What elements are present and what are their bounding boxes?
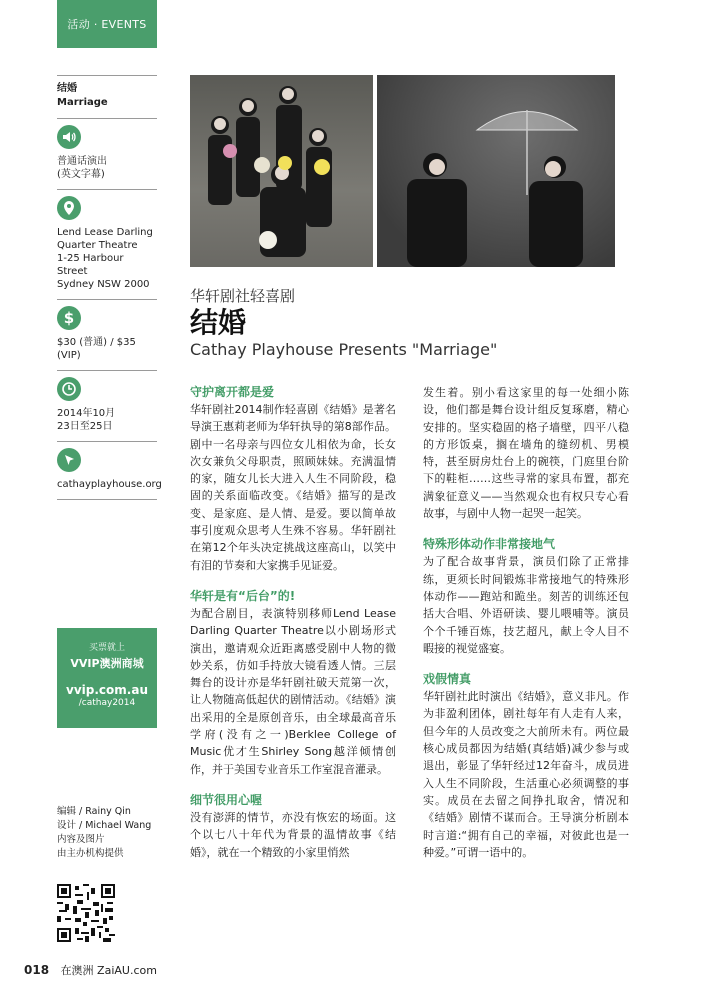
photo-strip bbox=[190, 75, 615, 267]
section-heading: 细节很用心喔 bbox=[190, 792, 263, 807]
publication-name: 在澳洲 ZaiAU.com bbox=[60, 964, 157, 977]
page-footer bbox=[24, 962, 157, 978]
section-body: 华轩剧社2014制作轻喜剧《结婚》是著名导演王惠莉老师为华轩执导的第8部作品。剧中一名母亲与四位女儿相依为命，长女次女兼负父母职责，照顾妹妹。充满温情的家，随女儿长大进入人生不同阶段，稳固的关系面临改变。《结婚》描写的是改变、是家庭、是人情、是爱。要以简单故事引度观众思考人生殊不容易。华轩剧社在第12个年头决定挑战这座高山，以笑中有泪的节奏和大家携手见证爱。 bbox=[190, 403, 396, 572]
article-column-2 bbox=[423, 384, 629, 875]
date-text: 2014年10月 23日至25日 bbox=[57, 408, 116, 432]
website-link[interactable]: cathayplayhouse.org bbox=[57, 479, 162, 490]
promo-line1: 买票就上 bbox=[88, 643, 125, 653]
headline-subtitle: 华轩剧社轻喜剧 bbox=[190, 287, 296, 305]
section-body: 华轩剧社此时演出《结婚》，意义非凡。作为非盈利团体，剧社每年有人走有人来，但今年的人员改变之大前所未有。两位最核心成员都因为结婚(真结婚)减少参与或退出，彰显了华轩经过12年奋斗，成员进入人生不同阶段，生活重心必须调整的事实。成员在去留之间挣扎取舍，情况和《结婚》剧情不谋而合。王导演分析剧本时言道:“拥有自己的幸福，对彼此也是一种爱。”可谓一语中的。 bbox=[423, 690, 629, 859]
ticket-promo-box[interactable] bbox=[57, 628, 157, 728]
location-pin-icon bbox=[57, 196, 81, 220]
venue-block bbox=[57, 189, 157, 299]
event-title-cn: 结婚 bbox=[57, 83, 77, 94]
speaker-icon bbox=[57, 125, 81, 149]
section-heading: 戏假情真 bbox=[423, 672, 472, 687]
section-tab: 活动 · EVENTS bbox=[57, 0, 157, 48]
promo-line2: VVIP澳洲商城 bbox=[70, 657, 144, 670]
venue-address: Lend Lease Darling Quarter Theatre 1-25 Harbour Street Sydney NSW 2000 bbox=[57, 227, 153, 290]
website-block bbox=[57, 441, 162, 500]
clock-icon bbox=[57, 377, 81, 401]
section-heading: 守护离开都是爱 bbox=[190, 385, 275, 399]
event-title-block bbox=[57, 75, 157, 118]
section-body-continued: 发生着。别小看这家里的每一处细小陈设，他们都是舞台设计组反复琢磨，精心安排的。坚实稳固的格子墙壁，四平八稳的方形饭桌，搁在墙角的缝纫机、男模特，甚至厨房灶台上的碗筷，门庭里台阶下的鞋柜……这些寻常的家具布置，都充满象征意义——当然观众也有权只专心看故事，与剧中人物一起哭一起笑。 bbox=[423, 386, 629, 521]
qr-code[interactable] bbox=[57, 884, 115, 942]
cursor-icon bbox=[57, 448, 81, 472]
language-block bbox=[57, 118, 157, 189]
dollar-icon: $ bbox=[57, 306, 81, 330]
headline-english: Cathay Playhouse Presents "Marriage" bbox=[190, 340, 498, 359]
designer-credit: 设计 / Michael Wang bbox=[57, 820, 152, 831]
headline-title: 结婚 bbox=[190, 306, 247, 339]
section-heading: 华轩是有“后台”的! bbox=[190, 588, 296, 603]
event-title-en: Marriage bbox=[57, 97, 108, 108]
promo-url[interactable]: vvip.com.au bbox=[66, 683, 148, 697]
promo-url-path[interactable]: /cathay2014 bbox=[78, 698, 136, 708]
event-info-sidebar bbox=[57, 75, 162, 500]
section-heading: 特殊形体动作非常接地气 bbox=[423, 537, 556, 552]
section-body: 没有澎湃的情节，亦没有恢宏的场面。这个以七八十年代为背景的温情故事《结婚》，就在一个精致的小家里悄然 bbox=[190, 810, 396, 859]
credits bbox=[57, 805, 167, 861]
price-block bbox=[57, 299, 157, 370]
language-text: 普通话演出 (英文字幕) bbox=[57, 156, 107, 180]
couple-umbrella-photo bbox=[377, 75, 615, 267]
cast-group-photo bbox=[190, 75, 373, 267]
date-block bbox=[57, 370, 157, 441]
images-credit: 内容及图片 由主办机构提供 bbox=[57, 834, 124, 859]
article-column-1 bbox=[190, 384, 396, 875]
section-body: 为配合剧目，表演特别移师Lend Lease Darling Quarter Theatre以小剧场形式演出，邀请观众近距离感受剧中人物的微妙关系，仿如手持放大镜看透人情。三层舞台的设计亦是华轩剧社破天荒第一次，让人物随高低起伏的剧情活动。《结婚》演出采用的全是原创音乐，由全球最高音乐学府(没有之一)Berklee College of Music优才生Shirley Song越洋倾情创作，并于美国专业音乐工作室混音灌录。 bbox=[190, 606, 396, 776]
article-headline bbox=[190, 285, 620, 360]
page-number: 018 bbox=[24, 963, 50, 977]
section-body: 为了配合故事背景，演员们除了正常排练，更须长时间锻炼非常接地气的特殊形体动作——跑站和跪坐。刻苦的训练还包括大合唱、外语研读、婴儿喂哺等。演员个个千锤百炼，技艺超凡，献上令人目不暇接的视觉盛宴。 bbox=[423, 555, 629, 655]
editor-credit: 编辑 / Rainy Qin bbox=[57, 806, 131, 817]
price-text: $30 (普通) / $35 (VIP) bbox=[57, 337, 136, 361]
